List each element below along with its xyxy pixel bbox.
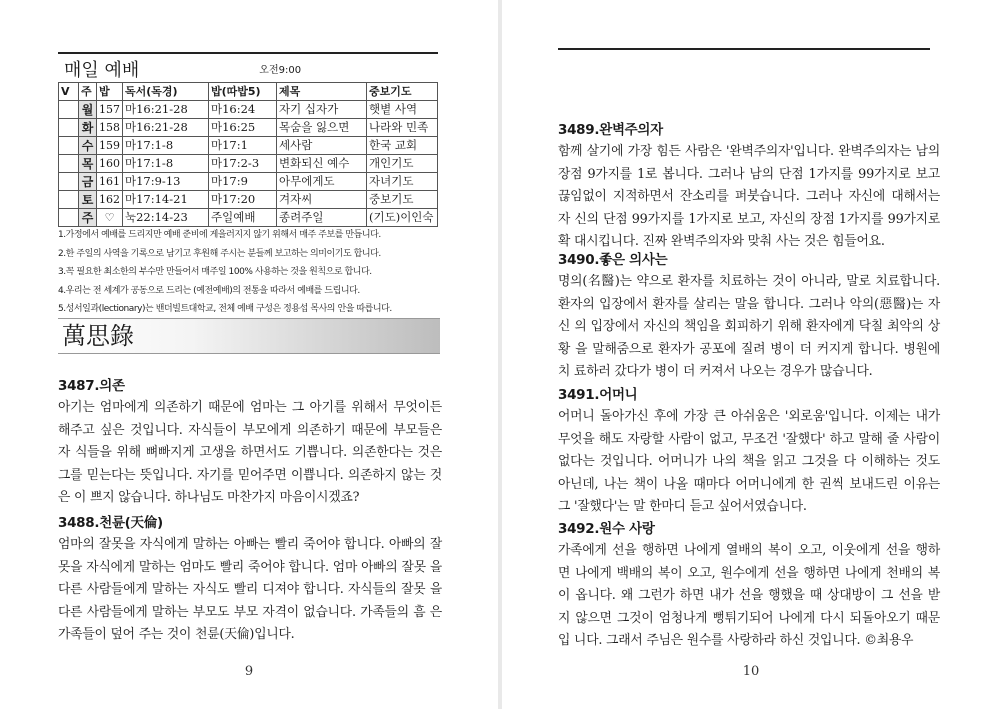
reading-cell: 마17:9-13	[123, 172, 209, 190]
title-cell: 변화되신 예수	[277, 154, 367, 172]
bap-cell: 마16:25	[209, 118, 277, 136]
day-cell: 수	[79, 136, 97, 154]
body-line: 지 않으면 그것이 엄청나게 뻥튀기되어 나에게 다시 되돌아오기 때문입	[558, 610, 940, 649]
body-line: 끊임없이 지적하면서 잔소리를 퍼붓습니다. 그러나 자신에 대해서는 자	[558, 189, 940, 227]
prayer-cell: 중보기도	[367, 190, 438, 208]
article-title: 3488.천륜(天倫)	[58, 515, 163, 531]
article-title: 3492.원수 사랑	[558, 521, 655, 537]
reading-cell: 마17:14-21	[123, 190, 209, 208]
body-line: 니다. 그래서 주님은 원수를 사랑하라 하신 것입니다. ©최용우	[574, 633, 914, 649]
body-line: 아닌데, 나는 책이 나올 때마다 어머니에게 한 권씩 보내드린 이유는	[558, 476, 940, 492]
bap-cell: 마17:9	[209, 172, 277, 190]
page-number: 9	[244, 664, 254, 679]
number-cell: 162	[97, 190, 123, 208]
table-header-row	[59, 83, 438, 101]
left-page	[0, 0, 498, 709]
note-line: 1.가정에서 예배를 드리지만 예배 준비에 게을러지지 않기 위해서 매주 주보를 만듭니다.	[58, 230, 381, 240]
body-line: 을 다른 사람들에게 말하는 자식도 빨리 디져야 합니다. 자식들의 잘못	[58, 559, 443, 598]
body-line: 의 입장에서 자신의 책임을 회피하기 위해 환자에게 닥칠 최악의 상황	[558, 319, 940, 357]
body-line: 아기는 엄마에게 의존하기 때문에 엄마는 그 아기를 위해서 무엇이든	[58, 400, 442, 415]
reading-cell: 마16:21-28	[123, 118, 209, 136]
schedule-table	[58, 82, 438, 227]
body-line: 그 '잘했다'는 말 한마디 듣고 싶어서였습니다.	[558, 499, 807, 515]
article-body	[58, 397, 442, 510]
article-3492	[558, 517, 940, 653]
column-header: 밥	[97, 83, 123, 101]
check-cell	[59, 136, 79, 154]
section-title: 萬思錄	[62, 322, 134, 350]
article-title: 3487.의존	[58, 378, 125, 394]
bap-cell: 마16:24	[209, 100, 277, 118]
check-cell	[59, 190, 79, 208]
article-body	[558, 141, 940, 254]
article-3491	[558, 383, 940, 519]
title-cell: 목숨을 잃으면	[277, 118, 367, 136]
body-line: 쁘지 않습니다. 하나님도 마찬가지 마음이시겠죠?	[90, 490, 360, 506]
body-line: 식들을 위해 뼈빠지게 고생을 하면서도 기쁩니다. 의존한다는 것은 그를	[58, 445, 442, 483]
day-cell: 화	[79, 118, 97, 136]
body-line: 해주고 싶은 것입니다. 자식들이 부모에게 의존하기 때문에 부모들은 자	[58, 422, 442, 461]
title-cell: 종려주일	[277, 208, 367, 226]
section-title-banner	[58, 318, 440, 354]
body-line: 무엇을 해도 자랑할 사람이 없고, 무조건 '잘했다' 하고 말해 줄 사람이	[558, 431, 940, 447]
bap-cell: 마17:20	[209, 190, 277, 208]
bap-cell: 마17:1	[209, 136, 277, 154]
column-header: 중보기도	[367, 83, 438, 101]
check-cell	[59, 154, 79, 172]
reading-cell: 눅22:14-23	[123, 208, 209, 226]
table-row	[59, 100, 438, 118]
article-body	[558, 271, 940, 384]
number-cell: 160	[97, 154, 123, 172]
article-3487	[58, 374, 442, 510]
body-line: 신의 단점 99가지를 1가지로 보고, 자신의 장점 1가지를 99가지로 확	[558, 211, 940, 250]
title-cell: 겨자씨	[277, 190, 367, 208]
body-line: 믿는다는 뜻입니다. 자기를 믿어주면 이쁩니다. 의존하지 않는 것은 이	[58, 467, 442, 506]
note-line: 5.성서일과(lectionary)는 밴더빌트대학교, 전체 예배 구성은 정용섭 목사의 안을 따릅니다.	[58, 304, 392, 315]
body-line: 명의(名醫)는 약으로 환자를 치료하는 것이 아니라, 말로 치료합니다.	[558, 274, 940, 289]
table-row	[59, 136, 438, 154]
check-cell	[59, 208, 79, 226]
body-line: 가족에게 선을 행하면 나에게 열배의 복이 오고, 이웃에게 선을 행하	[558, 543, 940, 558]
table-row	[59, 172, 438, 190]
prayer-cell: 나라와 민족	[367, 118, 438, 136]
title-cell: 세사람	[277, 136, 367, 154]
check-cell	[59, 172, 79, 190]
note-line: 4.우리는 전 세계가 공동으로 드리는 (예전예배)의 전통을 따라서 예배를 드립니다.	[58, 285, 360, 296]
top-rule	[558, 48, 930, 50]
column-header: V	[59, 83, 79, 101]
number-cell: ♡	[97, 208, 123, 226]
prayer-cell: 개인기도	[367, 154, 438, 172]
body-line: 없다는 것입니다. 어머니가 나의 책을 읽고 그것을 다 이해하는 것도	[558, 454, 940, 470]
article-body	[558, 406, 940, 519]
prayer-cell: (기도)이인숙	[367, 208, 438, 226]
daily-worship-schedule	[58, 52, 438, 227]
column-header: 독서(독경)	[123, 83, 209, 101]
article-title: 3489.완벽주의자	[558, 122, 663, 138]
reading-cell: 마16:21-28	[123, 100, 209, 118]
note-line: 2.한 주일의 사역을 기록으로 남기고 후원해 주시는 분들께 보고하는 의미이기도 합니다.	[58, 248, 381, 259]
body-line: 을 다른 사람들에게 말하는 부모도 부모 자격이 없습니다. 가족들의 흠	[58, 582, 442, 620]
prayer-cell: 햇볕 사역	[367, 100, 438, 118]
article-title: 3491.어머니	[558, 387, 638, 403]
body-line: 료하러 갔다가 병이 더 커져서 나오는 경우가 많습니다.	[574, 364, 873, 380]
day-cell: 토	[79, 190, 97, 208]
table-row	[59, 190, 438, 208]
table-row	[59, 154, 438, 172]
body-line: 은 가족들이 덮어 주는 것이 천륜(天倫)입니다.	[58, 604, 442, 643]
body-line: 잘못을 자식에게 말하는 엄마도 빨리 죽어야 합니다. 엄마 아빠의 잘못	[58, 537, 442, 575]
article-title: 3490.좋은 의사는	[558, 252, 668, 268]
prayer-cell: 자녀기도	[367, 172, 438, 190]
worship-notes	[58, 226, 443, 319]
article-3489	[558, 118, 940, 254]
worship-title: 매일 예배	[64, 60, 140, 81]
number-cell: 158	[97, 118, 123, 136]
body-line: 대시킵니다. 진짜 완벽주의자와 맞춰 사는 것은 힘들어요.	[574, 234, 885, 250]
column-header: 제목	[277, 83, 367, 101]
article-body	[58, 534, 442, 647]
day-cell: 월	[79, 100, 97, 118]
table-row	[59, 208, 438, 226]
note-line: 3.꼭 필요한 최소한의 부수만 만들어서 매주일 100% 사용하는 것을 원칙으로 합니다.	[58, 267, 372, 278]
prayer-cell: 한국 교회	[367, 136, 438, 154]
body-line: 엄마의 잘못을 자식에게 말하는 아빠는 빨리 죽어야 합니다. 아빠의	[58, 537, 426, 552]
column-header: 밥(따밥5)	[209, 83, 277, 101]
reading-cell: 마17:1-8	[123, 154, 209, 172]
article-3490	[558, 248, 940, 384]
day-cell: 주	[79, 208, 97, 226]
bap-cell: 주일예배	[209, 208, 277, 226]
article-3488	[58, 511, 442, 647]
number-cell: 161	[97, 172, 123, 190]
title-cell: 자기 십자가	[277, 100, 367, 118]
bap-cell: 마17:2-3	[209, 154, 277, 172]
day-cell: 금	[79, 172, 97, 190]
worship-time: 오전9:00	[259, 65, 302, 76]
body-line: 어머니 돌아가신 후에 가장 큰 아쉬움은 '외로움'입니다. 이제는 내가	[558, 409, 940, 424]
body-line: 면 나에게 백배의 복이 오고, 원수에게 선을 행하면 나에게 천배의 복	[558, 565, 940, 581]
body-line: 이 옵니다. 왜 그런가 하면 내가 선을 행했을 때 상대방이 그 선을 받	[558, 588, 940, 604]
article-body	[558, 540, 940, 653]
check-cell	[59, 100, 79, 118]
check-cell	[59, 118, 79, 136]
number-cell: 157	[97, 100, 123, 118]
column-header: 주	[79, 83, 97, 101]
body-line: 장점 9가지를 1로 봅니다. 그러나 남의 단점 1가지를 99가지로 보고	[558, 166, 940, 182]
reading-cell: 마17:1-8	[123, 136, 209, 154]
number-cell: 159	[97, 136, 123, 154]
page-number: 10	[742, 664, 760, 679]
table-row	[59, 118, 438, 136]
body-line: 환자의 입장에서 환자를 살리는 말을 합니다. 그러나 악의(惡醫)는 자신	[558, 296, 940, 335]
title-cell: 아무에게도	[277, 172, 367, 190]
body-line: 을 말해줌으로 환자가 공포에 질려 병이 더 커지게 합니다. 병원에 치	[558, 341, 940, 380]
body-line: 함께 살기에 가장 힘든 사람은 '완벽주의자'입니다. 완벽주의자는 남의	[558, 144, 940, 159]
day-cell: 목	[79, 154, 97, 172]
worship-header	[58, 52, 438, 82]
